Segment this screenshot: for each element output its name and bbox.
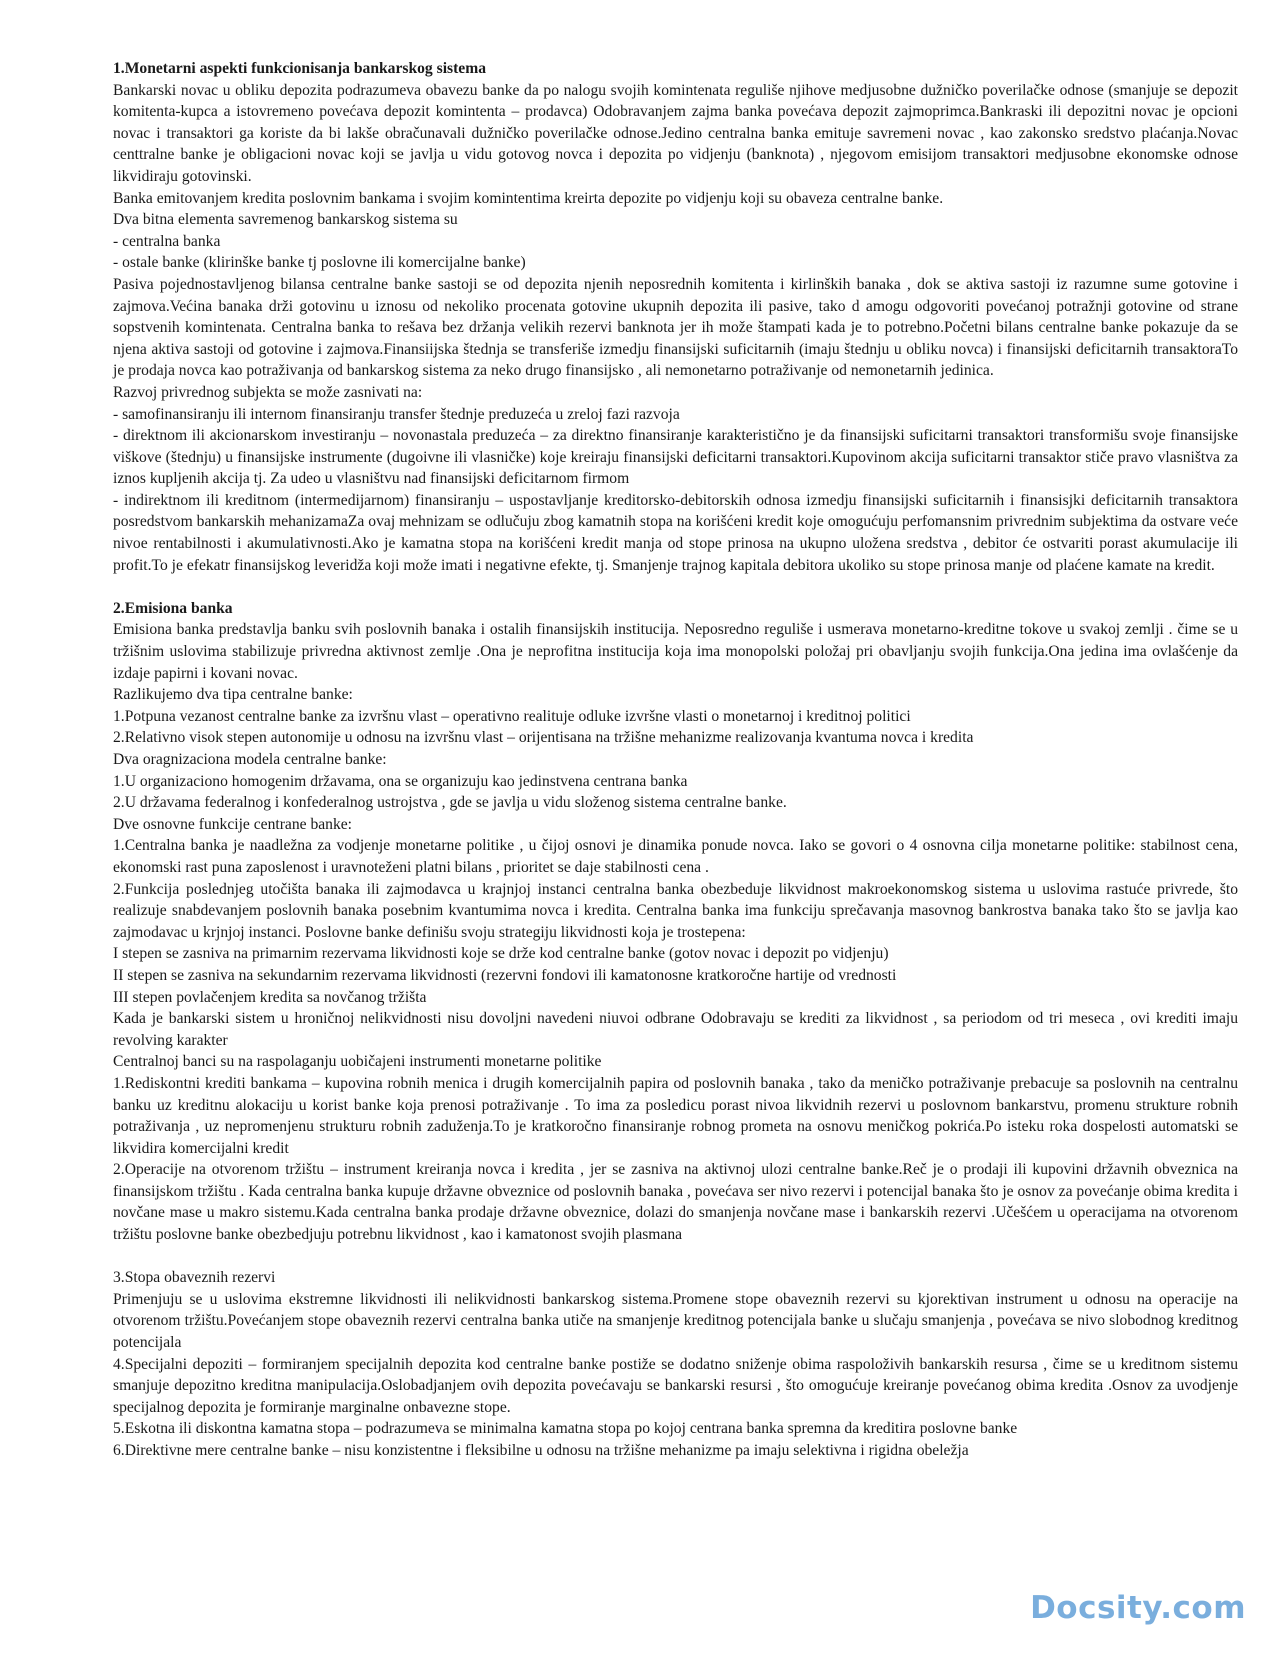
paragraph: Bankarski novac u obliku depozita podrazumeva obavezu banke da po nalogu svojih komintenata reguliše njihove medjusobne dužničko poverilačke odnose (smanjuje se depozit komitenta-kupca a istovremeno povećava depozit komintenta – prodavca) Odobravanjem zajma banka povećava depozit zajmoprimca.Bankraski ili depozitni novac je opcioni novac i transaktori ga koriste da bi lakše obračunavali dužničko poverilačke odnose.Jedino centralna banka emituje savremeni novac , kao zakonsko sredstvo plaćanja.Novac centtralne banke je obligacioni novac koji se javlja u vidu gotovog novca i depozita po vidjenju (banknota) , njegovom emisijom transaktori medjusobne ekonomske odnose likvidiraju gotovinski. <box>113 81 1238 185</box>
spacer <box>113 1246 1238 1268</box>
list-item: 4.Specijalni depoziti – formiranjem specijalnih depozita kod centralne banke postiže se dodatno sniženje obima raspoloživih bankarskih resursa , čime se u kreditnom sistemu smanjuje depozitno kreditna manipulacija.Oslobadjanjem ovih depozita povećavaju se bankarski resursi , što omogućuje kreiranje povećanog obima kredita .Osnov za uvodjenje specijalnog depozita je formiranje marginalne onbavezne stope. <box>113 1355 1238 1416</box>
paragraph: Kada je bankarski sistem u hroničnoj nelikvidnosti nisu dovoljni navedeni niuvoi odbrane Odobravaju se krediti za likvidnost , sa periodom od tri meseca , ovi krediti imaju revolving karakter <box>113 1010 1238 1049</box>
paragraph: Dve osnovne funkcije centrane banke: <box>113 815 353 833</box>
list-item: 1.Potpuna vezanost centralne banke za izvršnu vlast – operativno realituje odluke izvršne vlasti o monetarnoj i kreditnoj politici <box>113 707 911 725</box>
list-item: 2.U državama federalnog i konfederalnog ustrojstva , gde se javlja u vidu složenog sistema centralne banke. <box>113 794 787 812</box>
paragraph: Banka emitovanjem kredita poslovnim bankama i svojim komintentima kreirta depozite po vidjenju koji su obaveza centralne banke. <box>113 189 944 207</box>
list-item: 5.Eskotna ili diskontna kamatna stopa – podrazumeva se minimalna kamatna stopa po kojoj centrana banka spremna da kreditira poslovne banke <box>113 1420 1018 1438</box>
section-heading: 2.Emisiona banka <box>113 599 233 617</box>
list-item: III stepen povlačenjem kredita sa novčanog tržišta <box>113 988 427 1006</box>
list-item: I stepen se zasniva na primarnim rezervama likvidnosti koje se drže kod centralne banke (gotov novac i depozit po vidjenju) <box>113 945 889 963</box>
spacer <box>113 576 1238 598</box>
section-3 <box>113 1267 1238 1461</box>
section-heading: 3.Stopa obaveznih rezervi <box>113 1269 276 1287</box>
list-item: 1.Rediskontni krediti bankama – kupovina robnih menica i drugih komercijalnih papira od poslovnih banaka , tako da meničko potraživanje prebacuje sa poslovnih na centralnu banku uz kreditnu alokaciju u korist banke koja prenosi potraživanje . To ima za posledicu porast nivoa likvidnih rezervi u poslovnom bankarstvu, promenu strukture robnih potraživanja , uz nepromenjenu strukturu robnih zaduženja.To je kratkoročno finansiranje robnog prometa na osnovu meničkog pokrića.Po isteku roka dospelosti automatski se likvidira komercijalni kredit <box>113 1074 1238 1157</box>
list-item: 6.Direktivne mere centralne banke – nisu konzistentne i fleksibilne u odnosu na tržišne mehanizme pa imaju selektivna i rigidna obeležja <box>113 1442 969 1459</box>
docsity-watermark: Docsity.com <box>1030 1590 1246 1626</box>
section-1 <box>113 58 1238 576</box>
list-item: - samofinansiranju ili internom finansiranju transfer štednje preduzeća u zreloj fazi razvoja <box>113 405 680 423</box>
list-item: - ostale banke (klirinške banke tj poslovne ili komercijalne banke) <box>113 254 526 272</box>
paragraph: Pasiva pojednostavljenog bilansa centralne banke sastoji se od depozita njenih neposrednih komitenta i kirlinških banaka , dok se aktiva sastoji iz razumne sume gotovine i zajmova.Većina banaka drži gotovinu u iznosu od nekoliko procenata gotovine ukupnih depozita ili pasive, tako d amogu odgovoriti povećanoj potražnji gotovine od strane sopstvenih komintenata. Centralna banka to rešava bez držanja velikih rezervi banknota jer ih može štampati kada je to potrebno.Početni bilans centralne banke pokazuje da se njena aktiva sastoji od gotovine i zajmova.Finansiijska štednja se transferiše izmedju finansijski suficitarnih (imaju štednju u obliku novca) i finansijski deficitarnih transaktoraTo je prodaja novca kao potraživanja od bankarskog sistema za neko drugo finansijsko , ali nemonetarno potraživanje od nemonetarnih jedinica. <box>113 275 1238 380</box>
paragraph: Razlikujemo dva tipa centralne banke: <box>113 686 353 704</box>
paragraph: Dva bitna elementa savremenog bankarskog sistema su <box>113 211 458 229</box>
paragraph: Centralnoj banci su na raspolaganju uobičajeni instrumenti monetarne politike <box>113 1053 602 1071</box>
paragraph: Emisiona banka predstavlja banku svih poslovnih banaka i ostalih finansijskih institucija. Neposredno reguliše i usmerava monetarno-kreditne tokove u svakoj zemlji . čime se u tržišnim uslovima stabilizuje privredna aktivnost zemlje .Ona je neprofitna institucija koja ima monopolski položaj pri obavljanju svojih funkcija.Ona jedina ima ovlašćenje da izdaje papirni i kovani novac. <box>113 621 1238 682</box>
paragraph: Dva oragnizaciona modela centralne banke: <box>113 751 387 768</box>
section-heading: 1.Monetarni aspekti funkcionisanja bankarskog sistema <box>113 60 487 77</box>
document-page <box>113 58 1238 1462</box>
paragraph: Razvoj privrednog subjekta se može zasnivati na: <box>113 383 423 401</box>
list-item: 2.Funkcija poslednjeg utočišta banaka ili zajmodavca u krajnjoj instanci centralna banka obezbeduje likvidnost makroekonomskog sistema u uslovima rastuće privrede, što realizuje snabdevanjem poslovnih banaka posebnim kvantumima novca i kredita. Centralna banka ima funkciju sprečavanja masovnog bankrostva banaka tako što se javlja kao zajmodavac u krjnjoj instanci. Poslovne banke definišu svoju strategiju likvidnosti koja je trostepena: <box>113 880 1238 941</box>
list-item: II stepen se zasniva na sekundarnim rezervama likvidnosti (rezervni fondovi ili kamatonosne kratkoročne hartije od vrednosti <box>113 966 897 984</box>
list-item: 2.Operacije na otvorenom tržištu – instrument kreiranja novca i kredita , jer se zasniva na aktivnoj ulozi centralne banke.Reč je o prodaji ili kupovini državnih obveznica na finansijskom tržištu . Kada centralna banka kupuje državne obveznice od poslovnih banaka , povećava ser nivo rezervi i potencijal banaka što je osnov za povećanje obima kredita i novčane mase u makro sistemu.Kada centralna banka prodaje državne obveznice, dolazi do smanjenja novčane mase i bankarskih rezervi .Učešćem u operacijama na otvorenom tržištu poslovne banke obezbedjuju potrebnu likvidnost , kao i kamatonost svojih plasmana <box>113 1161 1238 1244</box>
list-item: - indirektnom ili kreditnom (intermedijarnom) finansiranju – uspostavljanje kreditorsko-debitorskih odnosa izmedju finansijski suficitarnih i finansisjki deficitarnih transaktora posredstvom bankarskih mehanizamaZa ovaj mehnizam se odlučuju zbog kamatnih stopa na korišćeni kredit koje omogućuju perfomansnim privrednim subjektima da ostvare veće nivoe rentabilnosti i akumulativnosti.Ako je kamatna stopa na korišćeni kredit manja od stope prinosa na ukupno uložena sredstva , debitor će ostvariti porast akumulacije ili profit.To je efekatr finansijskog leveridža koji može imati i negativne efekte, tj. Smanjenje trajnog kapitala debitora ukoliko su stope prinosa manje od plaćene kamate na kredit. <box>113 491 1238 574</box>
list-item: 1.U organizaciono homogenim državama, ona se organizuju kao jedinstvena centrana banka <box>113 772 688 790</box>
list-item: - centralna banka <box>113 232 221 250</box>
paragraph: Primenjuju se u uslovima ekstremne likvidnosti ili nelikvidnosti bankarskog sistema.Promene stope obaveznih rezervi su kjorektivan instrument u odnosu na operacije na otvorenom tržištu.Povećanjem stope obaveznih rezervi centralna banka utiče na smanjenje kreditnog potencijala banke u slučaju smanjenja , povećava se nivo slobodnog kreditnog potencijala <box>113 1290 1238 1352</box>
list-item: - direktnom ili akcionarskom investiranju – novonastala preduzeća – za direktno finansiranje karakteristično je da finansijski suficitarni transaktori transformišu svoje finansijske viškove (štednju) u finansijske instrumente (dugoivne ili vlasničke) koje kreiraju finansijski deficitarni transaktori.Kupovinom akcija suficitarni transaktor stiče pravo vlasništva za iznos kupljenih akcija tj. Za udeo u vlasništvu nad finansijski deficitarnom firmom <box>113 427 1238 488</box>
list-item: 2.Relativno visok stepen autonomije u odnosu na izvršnu vlast – orijentisana na tržišne mehanizme realizovanja kvantuma novca i kredita <box>113 729 974 747</box>
section-2 <box>113 598 1238 1246</box>
list-item: 1.Centralna banka je naadležna za vodjenje monetarne politike , u čijoj osnovi je dinamika ponude novca. Iako se govori o 4 osnovna cilja monetarne politike: stabilnost cena, ekonomski rast puna zaposlenost i uravnoteženi platni bilans , prioritet se daje stabilnosti cena . <box>113 837 1238 876</box>
